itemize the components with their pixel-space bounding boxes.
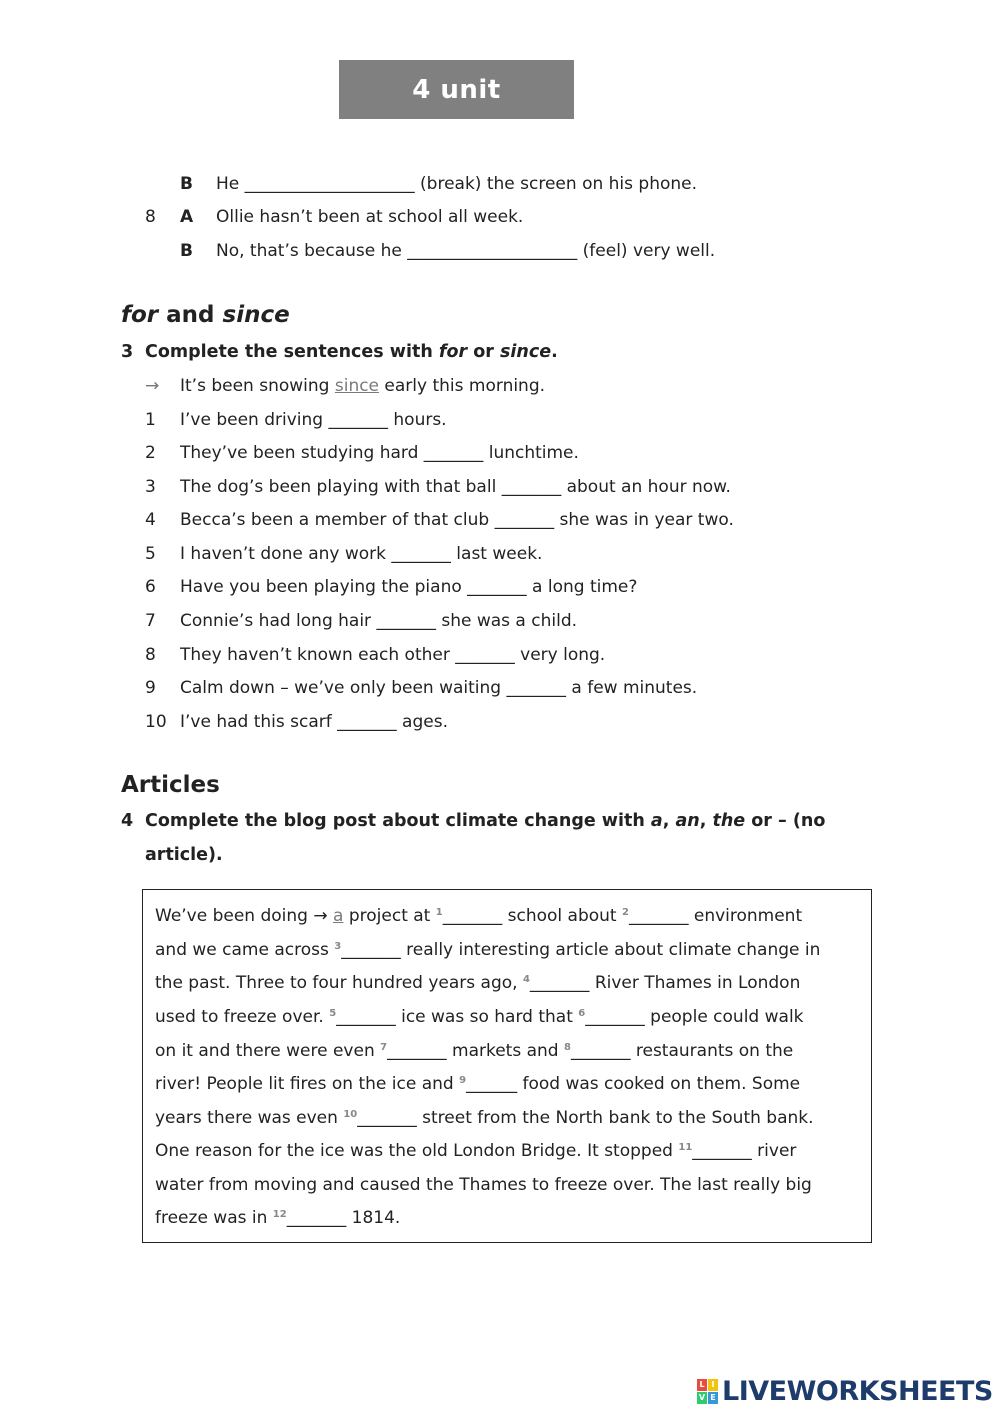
logo-text: LIVEWORKSHEETS xyxy=(722,1376,993,1407)
item-text: I’ve been driving _______ hours. xyxy=(180,410,447,430)
list-item xyxy=(180,240,716,262)
item-text: I’ve had this scarf _______ ages. xyxy=(180,712,448,732)
blog-line: freeze was in $^{12}$_______ 1814. xyxy=(155,1208,401,1228)
section-heading-articles: Articles xyxy=(121,772,220,798)
list-item xyxy=(180,173,698,195)
list-item: 1 I’ve been driving _______ hours. xyxy=(145,410,447,430)
blog-line: the past. Three to four hundred years ago, $^4$_______ River Thames in London xyxy=(155,973,801,993)
item-text: They’ve been studying hard _______ lunchtime. xyxy=(180,443,579,463)
list-item: 10 I’ve had this scarf _______ ages. xyxy=(145,712,448,732)
list-item: 3 The dog’s been playing with that ball _______ about an hour now. xyxy=(145,477,731,497)
item-text: I haven’t done any work _______ last week. xyxy=(180,544,543,564)
blog-line: years there was even $^{10}$_______ street from the North bank to the South bank. xyxy=(155,1108,814,1128)
item-text: Calm down – we’ve only been waiting _______ a few minutes. xyxy=(180,678,698,698)
item-letter: A xyxy=(180,207,194,227)
unit-title: 4 unit xyxy=(339,60,574,119)
blog-line: used to freeze over. $^5$_______ ice was so hard that $^6$_______ people could walk xyxy=(155,1007,804,1027)
blog-line: on it and there were even $^7$_______ markets and $^8$_______ restaurants on the xyxy=(155,1041,794,1061)
example-answer: a xyxy=(333,906,344,926)
list-item: 6 Have you been playing the piano _______ a long time? xyxy=(145,577,638,597)
list-item: 9 Calm down – we’ve only been waiting _______ a few minutes. xyxy=(145,678,698,698)
list-item: 5 I haven’t done any work _______ last week. xyxy=(145,544,543,564)
item-text: Have you been playing the piano _______ a long time? xyxy=(180,577,638,597)
liveworksheets-logo xyxy=(697,1376,993,1407)
item-text: Connie’s had long hair _______ she was a child. xyxy=(180,611,578,631)
list-item: 2 They’ve been studying hard _______ lunchtime. xyxy=(145,443,579,463)
blog-line: and we came across $^3$_______ really interesting article about climate change in xyxy=(155,940,821,960)
exercise-instruction: 4 Complete the blog post about climate change with a, an, the or – (no xyxy=(121,811,826,831)
item-text: Becca’s been a member of that club _______ she was in year two. xyxy=(180,510,734,530)
blog-line: water from moving and caused the Thames to freeze over. The last really big xyxy=(155,1175,812,1195)
list-item: 7 Connie’s had long hair _______ she was a child. xyxy=(145,611,578,631)
section-heading-for-since: for and since xyxy=(121,302,290,328)
logo-mark-icon: L I V E xyxy=(697,1379,718,1404)
blog-line: One reason for the ice was the old London Bridge. It stopped $^{11}$_______ river xyxy=(155,1141,797,1161)
item-letter: B xyxy=(180,241,193,261)
exercise-instruction: 3 Complete the sentences with for or since. xyxy=(121,342,558,362)
item-text: Ollie hasn’t been at school all week. xyxy=(216,207,524,227)
list-item xyxy=(145,206,524,228)
item-letter: B xyxy=(180,174,193,194)
arrow-icon: → xyxy=(145,376,160,396)
exercise-instruction-cont: article). xyxy=(145,845,223,865)
blog-post-box xyxy=(142,889,872,1243)
example-item: → It’s been snowing since early this morning. xyxy=(145,376,546,396)
item-text: They haven’t known each other _______ very long. xyxy=(180,645,606,665)
list-item: 8 They haven’t known each other _______ very long. xyxy=(145,645,606,665)
example-answer: since xyxy=(334,376,380,396)
list-item: 4 Becca’s been a member of that club _______ she was in year two. xyxy=(145,510,734,530)
item-text: The dog’s been playing with that ball _______ about an hour now. xyxy=(180,477,731,497)
item-number: 8 xyxy=(145,207,156,227)
item-text: He ____________________ (break) the screen on his phone. xyxy=(216,174,698,194)
blog-line: river! People lit fires on the ice and $^9$______ food was cooked on them. Some xyxy=(155,1074,801,1094)
item-text: No, that’s because he ____________________ (feel) very well. xyxy=(216,241,716,261)
blog-line: We’ve been doing → a project at $^1$_______ school about $^2$_______ environment xyxy=(155,906,803,926)
